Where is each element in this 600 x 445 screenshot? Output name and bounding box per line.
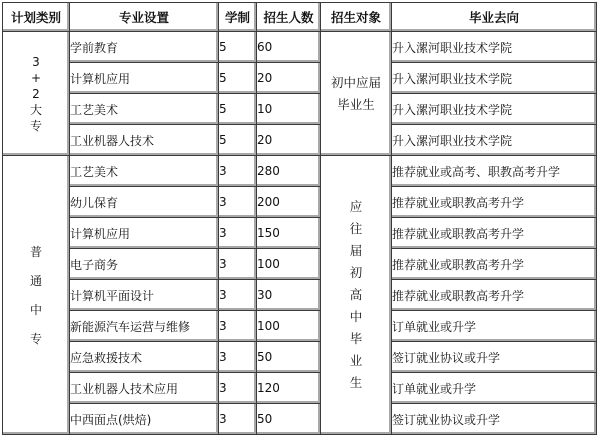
table-row [3,63,597,94]
years-cell: 3 [219,187,257,218]
destination-cell: 升入漯河职业技术学院 [392,125,597,156]
header-destination: 毕业去向 [392,3,597,32]
destination-cell: 订单就业或升学 [392,373,597,404]
header-quota: 招生人数 [257,3,321,32]
years-cell: 3 [219,280,257,311]
header-plan-category: 计划类别 [3,3,70,32]
major-cell: 工艺美术 [70,94,219,125]
quota-cell: 100 [257,311,321,342]
destination-cell: 推荐就业或职教高考升学 [392,249,597,280]
years-cell: 3 [219,373,257,404]
quota-cell: 30 [257,280,321,311]
years-cell: 3 [219,218,257,249]
enrollment-plan-table [2,2,597,435]
destination-cell: 升入漯河职业技术学院 [392,32,597,63]
table-row [3,311,597,342]
quota-cell: 100 [257,249,321,280]
destination-cell: 订单就业或升学 [392,311,597,342]
destination-cell: 升入漯河职业技术学院 [392,63,597,94]
years-cell: 5 [219,32,257,63]
target-cell-graduates: 应 往 届 初 高 中 毕 业 生 [321,156,392,435]
major-cell: 计算机应用 [70,218,219,249]
years-cell: 5 [219,125,257,156]
major-cell: 工业机器人技术 [70,125,219,156]
header-row [3,3,597,32]
destination-cell: 推荐就业或职教高考升学 [392,280,597,311]
quota-cell: 20 [257,125,321,156]
years-cell: 3 [219,311,257,342]
table-row [3,280,597,311]
quota-cell: 150 [257,218,321,249]
quota-cell: 280 [257,156,321,187]
destination-cell: 升入漯河职业技术学院 [392,94,597,125]
quota-cell: 20 [257,63,321,94]
years-cell: 3 [219,156,257,187]
category-cell-3plus2: 3 + 2 大 专 [3,32,70,156]
years-cell: 3 [219,404,257,435]
table-row [3,342,597,373]
major-cell: 工业机器人技术应用 [70,373,219,404]
destination-cell: 签订就业协议或升学 [392,342,597,373]
years-cell: 3 [219,249,257,280]
major-cell: 幼儿保育 [70,187,219,218]
table-row [3,156,597,187]
table-row [3,32,597,63]
major-cell: 工艺美术 [70,156,219,187]
header-years: 学制 [219,3,257,32]
quota-cell: 50 [257,342,321,373]
quota-cell: 200 [257,187,321,218]
years-cell: 3 [219,342,257,373]
header-major: 专业设置 [70,3,219,32]
years-cell: 5 [219,94,257,125]
major-cell: 新能源汽车运营与维修 [70,311,219,342]
table-row [3,404,597,435]
table-row [3,249,597,280]
target-cell-junior-graduates: 初中应届 毕业生 [321,32,392,156]
category-cell-regular-secondary: 普 通 中 专 [3,156,70,435]
major-cell: 电子商务 [70,249,219,280]
table-row [3,125,597,156]
major-cell: 计算机应用 [70,63,219,94]
table-row [3,187,597,218]
major-cell: 中西面点(烘焙) [70,404,219,435]
header-target: 招生对象 [321,3,392,32]
destination-cell: 签订就业协议或升学 [392,404,597,435]
table-row [3,94,597,125]
quota-cell: 60 [257,32,321,63]
destination-cell: 推荐就业或职教高考升学 [392,218,597,249]
quota-cell: 50 [257,404,321,435]
major-cell: 计算机平面设计 [70,280,219,311]
destination-cell: 推荐就业或职教高考升学 [392,187,597,218]
quota-cell: 10 [257,94,321,125]
major-cell: 应急救援技术 [70,342,219,373]
table-row [3,373,597,404]
quota-cell: 120 [257,373,321,404]
destination-cell: 推荐就业或高考、职教高考升学 [392,156,597,187]
years-cell: 5 [219,63,257,94]
major-cell: 学前教育 [70,32,219,63]
table-row [3,218,597,249]
